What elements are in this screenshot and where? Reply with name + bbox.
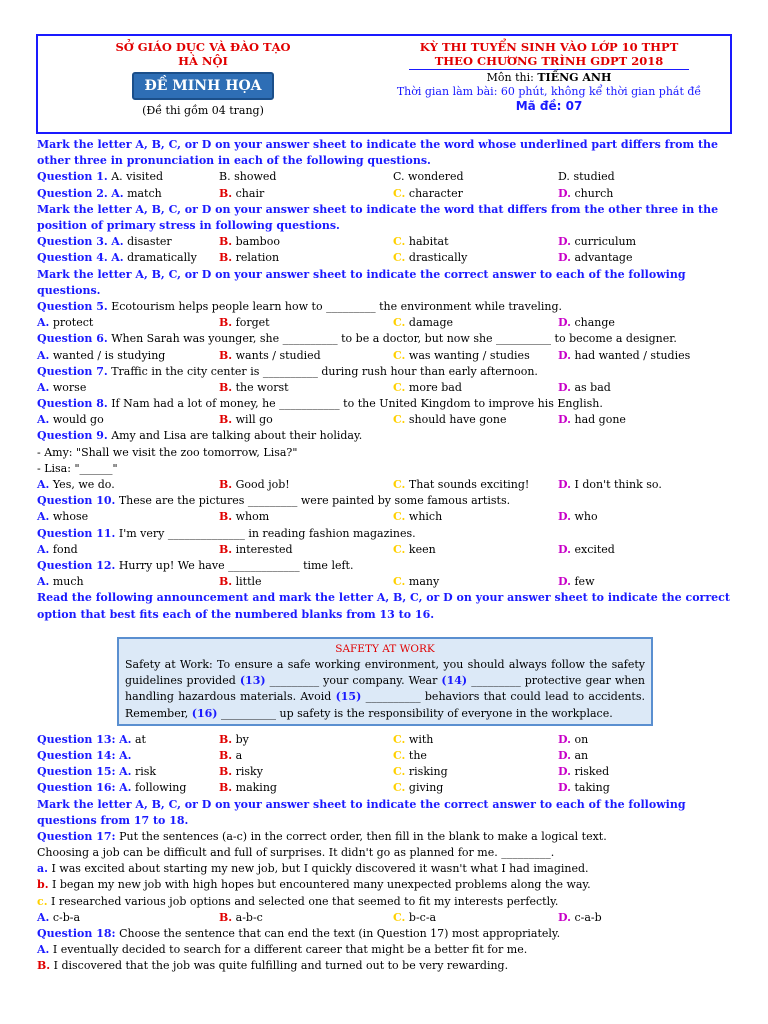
question-16: Question 16: A. following B. making C. giving D. taking [37, 781, 610, 795]
q3-option-d: curriculum [574, 235, 637, 249]
question-17-stem: Question 17: Put the sentences (a-c) in the correct order, then fill in the blank to make a logical text. [37, 829, 607, 843]
exam-content [37, 137, 733, 975]
exam-title: KỲ THI TUYỂN SINH VÀO LỚP 10 THPT [419, 40, 679, 54]
question-11-options: A. fond B. interested C. keen D. excited [37, 542, 615, 556]
question-9-options: A. Yes, we do. B. Good job! C. That sounds exciting! D. I don't think so. [37, 478, 662, 492]
question-10-stem: Question 10. These are the pictures _________ were painted by some famous artists. [37, 494, 511, 508]
sample-exam-badge: ĐỀ MINH HỌA [132, 72, 273, 100]
q2-option-d: church [574, 186, 614, 200]
question-15: Question 15: A. risk B. risky C. risking D. risked [37, 765, 610, 779]
q1-option-a: visited [126, 170, 164, 184]
question-17-intro: Choosing a job can be difficult and full of surprises. It didn't go as planned for me. _________. [37, 846, 555, 860]
time-limit: Thời gian làm bài: 60 phút, không kể thời gian phát đề [396, 85, 702, 98]
announcement-box [117, 637, 653, 726]
q1-option-d: studied [573, 170, 615, 184]
page-count-note: (Đề thi gồm 04 trang) [142, 104, 264, 117]
question-18-stem: Question 18: Choose the sentence that can end the text (in Question 17) most appropriately. [37, 927, 561, 941]
question-3: Question 3. A. disaster B. bamboo C. habitat D. curriculum [37, 235, 637, 249]
q3-option-b: bamboo [235, 235, 280, 249]
question-12-options: A. much B. little C. many D. few [37, 575, 595, 589]
q1-option-b: showed [234, 170, 277, 184]
question-6-options: A. wanted / is studying B. wants / studied C. was wanting / studies D. had wanted / studies [37, 348, 691, 362]
question-6-stem: Question 6. When Sarah was younger, she __________ to be a doctor, but now she __________ to become a designer. [37, 332, 677, 346]
header-left [38, 40, 368, 117]
question-1: Question 1. A. visited B. showed C. wondered D. studied [37, 170, 615, 184]
question-11-stem: Question 11. I'm very ______________ in reading fashion magazines. [37, 526, 416, 540]
q2-option-c: character [408, 186, 463, 200]
question-9-lisa: - Lisa: "______" [37, 461, 118, 475]
announcement-title: SAFETY AT WORK [335, 642, 435, 655]
subject-name: TIẾNG ANH [537, 71, 612, 84]
exam-code: Mã đề: 07 [515, 99, 583, 113]
question-8-options: A. would go B. will go C. should have gone D. had gone [37, 413, 626, 427]
question-12-stem: Question 12. Hurry up! We have _____________ time left. [37, 558, 354, 572]
q4-option-c: drastically [408, 251, 468, 265]
announcement-text: Safety at Work: To ensure a safe working environment, you should always follow the safety guidelines provided (13) _________ your company. Wear (14) _________ protective gear when handling hazardous materials. Avoid (15) __________ behaviors that could lead to accidents. Remember, (16) __________ up safety is the responsibility of everyone in the workplace. [125, 657, 646, 720]
question-13: Question 13: A. at B. by C. with D. on [37, 732, 589, 746]
question-9-stem: Question 9. Amy and Lisa are talking about their holiday. [37, 429, 363, 443]
city-name: HÀ NỘI [178, 54, 228, 68]
q2-option-a: match [127, 186, 162, 200]
instruction-announcement: Read the following announcement and mark the letter A, B, C, or D on your answer sheet to indicate the correct option that best fits each of the numbered blanks from 13 to 16. [37, 591, 730, 621]
question-18-option-a: A. I eventually decided to search for a different career that might be a better fit for me. [37, 943, 528, 957]
question-4: Question 4. A. dramatically B. relation C. drastically D. advantage [37, 251, 633, 265]
question-17-sentence-b: b. I began my new job with high hopes but encountered many unexpected problems along the way. [37, 878, 591, 892]
question-8-stem: Question 8. If Nam had a lot of money, he ___________ to the United Kingdom to improve his English. [37, 397, 603, 411]
q3-option-a: disaster [127, 235, 172, 249]
subject-line: Môn thi: TIẾNG ANH [486, 71, 612, 84]
question-17-sentence-c: c. I researched various job options and selected one that seemed to fit my interests perfectly. [37, 894, 559, 908]
q2-option-b: chair [235, 186, 265, 200]
instruction-17-18: Mark the letter A, B, C, or D on your answer sheet to indicate the correct answer to each of the following questions from 17 to 18. [37, 797, 686, 827]
q1-option-c: wondered [408, 170, 464, 184]
question-7-options: A. worse B. the worst C. more bad D. as bad [37, 380, 611, 394]
exam-header [36, 34, 732, 134]
exam-program: THEO CHƯƠNG TRÌNH GDPT 2018 [434, 54, 664, 68]
question-14: Question 14: A. B. a C. the D. an [37, 748, 589, 762]
header-divider [409, 69, 689, 70]
q3-option-c: habitat [408, 235, 449, 249]
instruction-stress: Mark the letter A, B, C, or D on your answer sheet to indicate the word that differs from the other three in the position of primary stress in following questions. [37, 202, 719, 232]
department-name: SỞ GIÁO DỤC VÀ ĐÀO TẠO [115, 40, 291, 54]
question-7-stem: Question 7. Traffic in the city center is __________ during rush hour than early afternoon. [37, 364, 538, 378]
question-2: Question 2. A. match B. chair C. character D. church [37, 186, 614, 200]
question-9-amy: - Amy: "Shall we visit the zoo tomorrow, Lisa?" [37, 445, 298, 459]
question-10-options: A. whose B. whom C. which D. who [37, 510, 598, 524]
question-17-sentence-a: a. I was excited about starting my new job, but I quickly discovered it wasn't what I had imagined. [37, 862, 589, 876]
header-right [368, 40, 730, 114]
question-18-option-b: B. I discovered that the job was quite fulfilling and turned out to be very rewarding. [37, 959, 509, 973]
question-5-options: A. protect B. forget C. damage D. change [37, 316, 615, 330]
question-17-options: A. c-b-a B. a-b-c C. b-c-a D. c-a-b [37, 910, 602, 924]
question-5-stem: Question 5. Ecotourism helps people learn how to _________ the environment while traveling. [37, 299, 562, 313]
q4-option-a: dramatically [127, 251, 197, 265]
q4-option-b: relation [235, 251, 280, 265]
q4-option-d: advantage [574, 251, 633, 265]
instruction-pronunciation: Mark the letter A, B, C, or D on your answer sheet to indicate the word whose underlined part differs from the other three in pronunciation in each of the following questions. [37, 138, 719, 168]
instruction-correct-answer: Mark the letter A, B, C, or D on your answer sheet to indicate the correct answer to each of the following questions. [37, 267, 686, 297]
